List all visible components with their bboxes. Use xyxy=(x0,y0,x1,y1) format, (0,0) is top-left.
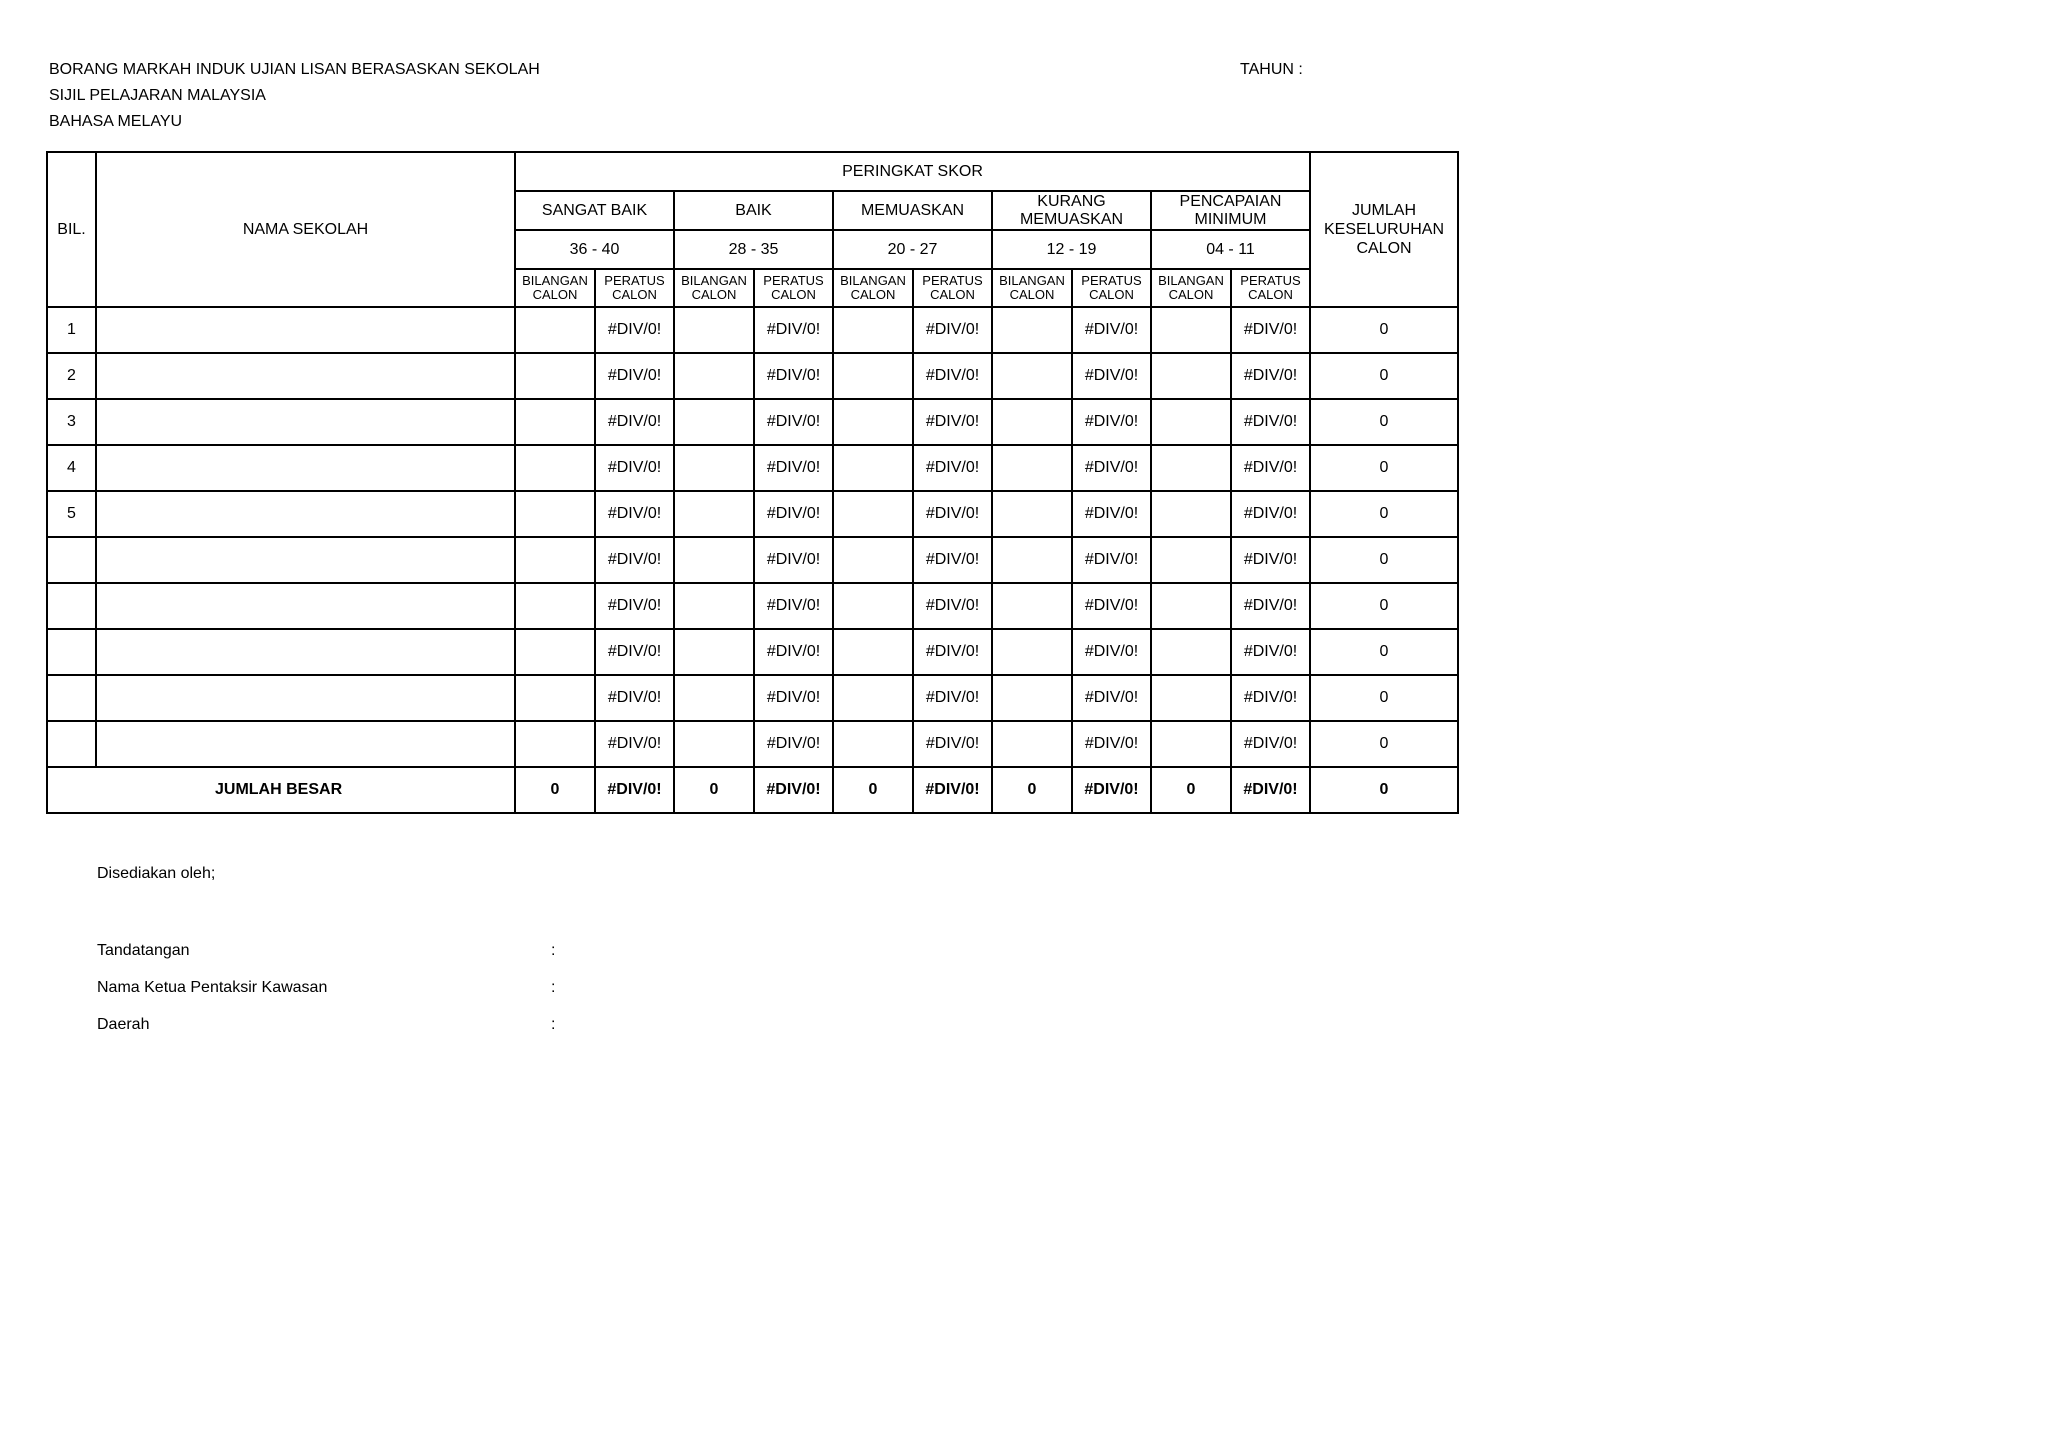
range-baik: 28 - 35 xyxy=(674,230,833,269)
row-jumlah: 0 xyxy=(1310,675,1458,721)
total-jumlah: 0 xyxy=(1310,767,1458,813)
row-peratus-calon: #DIV/0! xyxy=(595,353,674,399)
row-bil xyxy=(47,537,96,583)
row-peratus-calon: #DIV/0! xyxy=(1072,675,1151,721)
total-bilangan: 0 xyxy=(833,767,913,813)
row-bilangan-calon[interactable] xyxy=(515,399,595,445)
row-peratus-calon: #DIV/0! xyxy=(1072,399,1151,445)
band-memuaskan: MEMUASKAN xyxy=(833,191,992,230)
disediakan-label: Disediakan oleh; xyxy=(97,865,216,882)
row-bil: 4 xyxy=(47,445,96,491)
row-nama-sekolah[interactable] xyxy=(96,445,515,491)
row-bilangan-calon[interactable] xyxy=(1151,399,1231,445)
row-nama-sekolah[interactable] xyxy=(96,399,515,445)
range-memuaskan: 20 - 27 xyxy=(833,230,992,269)
header-jumlah-text: JUMLAH KESELURUHAN CALON xyxy=(1323,202,1445,257)
row-bilangan-calon[interactable] xyxy=(992,583,1072,629)
range-sangat-baik: 36 - 40 xyxy=(515,230,674,269)
row-peratus-calon: #DIV/0! xyxy=(913,353,992,399)
range-pencapaian-minimum: 04 - 11 xyxy=(1151,230,1310,269)
row-peratus-calon: #DIV/0! xyxy=(595,629,674,675)
row-peratus-calon: #DIV/0! xyxy=(754,537,833,583)
row-peratus-calon: #DIV/0! xyxy=(595,307,674,353)
row-peratus-calon: #DIV/0! xyxy=(1231,629,1310,675)
row-bilangan-calon[interactable] xyxy=(674,445,754,491)
row-bilangan-calon[interactable] xyxy=(1151,491,1231,537)
row-bil xyxy=(47,721,96,767)
row-bilangan-calon[interactable] xyxy=(1151,353,1231,399)
row-bil xyxy=(47,629,96,675)
row-bilangan-calon[interactable] xyxy=(992,353,1072,399)
row-peratus-calon: #DIV/0! xyxy=(1231,583,1310,629)
row-bilangan-calon[interactable] xyxy=(1151,537,1231,583)
band-pencapaian-minimum xyxy=(1151,191,1310,230)
sub-bilangan-calon-0: BILANGAN CALON xyxy=(515,269,595,307)
row-bil xyxy=(47,675,96,721)
tahun-label: TAHUN : xyxy=(1240,61,1303,78)
row-peratus-calon: #DIV/0! xyxy=(1072,445,1151,491)
sub-peratus-calon-0: PERATUS CALON xyxy=(595,269,674,307)
row-bilangan-calon[interactable] xyxy=(674,721,754,767)
row-peratus-calon: #DIV/0! xyxy=(595,583,674,629)
row-peratus-calon: #DIV/0! xyxy=(754,491,833,537)
table-row xyxy=(47,353,1458,399)
row-jumlah: 0 xyxy=(1310,445,1458,491)
daerah-colon: : xyxy=(551,1016,556,1033)
row-jumlah: 0 xyxy=(1310,307,1458,353)
row-bilangan-calon[interactable] xyxy=(833,629,913,675)
row-peratus-calon: #DIV/0! xyxy=(1231,307,1310,353)
tandatangan-label: Tandatangan xyxy=(97,942,190,959)
sub-peratus-calon-3: PERATUS CALON xyxy=(1072,269,1151,307)
row-bilangan-calon[interactable] xyxy=(1151,675,1231,721)
row-bilangan-calon[interactable] xyxy=(992,491,1072,537)
table-row xyxy=(47,491,1458,537)
sub-bilangan-calon-2: BILANGAN CALON xyxy=(833,269,913,307)
row-bilangan-calon[interactable] xyxy=(992,537,1072,583)
total-label: JUMLAH BESAR xyxy=(47,767,515,813)
row-bilangan-calon[interactable] xyxy=(833,491,913,537)
row-peratus-calon: #DIV/0! xyxy=(754,353,833,399)
total-row xyxy=(47,767,1458,813)
row-peratus-calon: #DIV/0! xyxy=(1072,491,1151,537)
total-peratus: #DIV/0! xyxy=(595,767,674,813)
band-kurang-memuaskan xyxy=(992,191,1151,230)
tandatangan-colon: : xyxy=(551,942,556,959)
row-jumlah: 0 xyxy=(1310,491,1458,537)
total-peratus: #DIV/0! xyxy=(1231,767,1310,813)
row-peratus-calon: #DIV/0! xyxy=(754,629,833,675)
table-row xyxy=(47,629,1458,675)
row-bilangan-calon[interactable] xyxy=(992,307,1072,353)
table-row xyxy=(47,583,1458,629)
row-bilangan-calon[interactable] xyxy=(515,537,595,583)
sub-bilangan-calon-4: BILANGAN CALON xyxy=(1151,269,1231,307)
sub-bilangan-calon-1: BILANGAN CALON xyxy=(674,269,754,307)
row-bilangan-calon[interactable] xyxy=(515,307,595,353)
row-peratus-calon: #DIV/0! xyxy=(1231,353,1310,399)
row-bilangan-calon[interactable] xyxy=(1151,583,1231,629)
table-row xyxy=(47,307,1458,353)
sub-peratus-calon-2: PERATUS CALON xyxy=(913,269,992,307)
range-kurang-memuaskan: 12 - 19 xyxy=(992,230,1151,269)
form-subject: BAHASA MELAYU xyxy=(49,113,183,130)
row-bilangan-calon[interactable] xyxy=(1151,307,1231,353)
band-sangat-baik: SANGAT BAIK xyxy=(515,191,674,230)
row-peratus-calon: #DIV/0! xyxy=(754,675,833,721)
total-bilangan: 0 xyxy=(674,767,754,813)
row-bil: 2 xyxy=(47,353,96,399)
row-peratus-calon: #DIV/0! xyxy=(913,537,992,583)
row-bilangan-calon[interactable] xyxy=(1151,445,1231,491)
row-peratus-calon: #DIV/0! xyxy=(595,675,674,721)
row-peratus-calon: #DIV/0! xyxy=(754,583,833,629)
row-peratus-calon: #DIV/0! xyxy=(1231,537,1310,583)
row-jumlah: 0 xyxy=(1310,353,1458,399)
row-peratus-calon: #DIV/0! xyxy=(595,537,674,583)
table-row xyxy=(47,399,1458,445)
row-peratus-calon: #DIV/0! xyxy=(754,399,833,445)
table-row xyxy=(47,445,1458,491)
band-pencapaian-minimum-text: PENCAPAIAN MINIMUM xyxy=(1179,192,1282,228)
row-bilangan-calon[interactable] xyxy=(674,399,754,445)
header-nama-sekolah: NAMA SEKOLAH xyxy=(96,152,515,307)
row-peratus-calon: #DIV/0! xyxy=(1072,537,1151,583)
row-jumlah: 0 xyxy=(1310,583,1458,629)
row-bilangan-calon[interactable] xyxy=(515,675,595,721)
row-bilangan-calon[interactable] xyxy=(1151,629,1231,675)
row-peratus-calon: #DIV/0! xyxy=(754,721,833,767)
header-peringkat-skor: PERINGKAT SKOR xyxy=(515,152,1310,191)
total-peratus: #DIV/0! xyxy=(754,767,833,813)
band-kurang-memuaskan-text: KURANG MEMUASKAN xyxy=(1019,192,1124,228)
row-bilangan-calon[interactable] xyxy=(833,307,913,353)
row-peratus-calon: #DIV/0! xyxy=(913,629,992,675)
row-peratus-calon: #DIV/0! xyxy=(1072,583,1151,629)
row-peratus-calon: #DIV/0! xyxy=(1231,675,1310,721)
row-bilangan-calon[interactable] xyxy=(674,307,754,353)
row-nama-sekolah[interactable] xyxy=(96,307,515,353)
row-bilangan-calon[interactable] xyxy=(515,629,595,675)
row-nama-sekolah[interactable] xyxy=(96,583,515,629)
row-bilangan-calon[interactable] xyxy=(833,353,913,399)
sub-peratus-calon-1: PERATUS CALON xyxy=(754,269,833,307)
row-bilangan-calon[interactable] xyxy=(674,583,754,629)
total-bilangan: 0 xyxy=(515,767,595,813)
row-nama-sekolah[interactable] xyxy=(96,491,515,537)
row-bilangan-calon[interactable] xyxy=(833,583,913,629)
row-peratus-calon: #DIV/0! xyxy=(913,491,992,537)
row-jumlah: 0 xyxy=(1310,721,1458,767)
row-bilangan-calon[interactable] xyxy=(674,629,754,675)
header-jumlah-keseluruhan xyxy=(1310,152,1458,307)
row-peratus-calon: #DIV/0! xyxy=(1231,491,1310,537)
row-bilangan-calon[interactable] xyxy=(833,675,913,721)
row-bil: 1 xyxy=(47,307,96,353)
row-bilangan-calon[interactable] xyxy=(515,491,595,537)
row-peratus-calon: #DIV/0! xyxy=(754,445,833,491)
row-bil xyxy=(47,583,96,629)
row-nama-sekolah[interactable] xyxy=(96,537,515,583)
row-peratus-calon: #DIV/0! xyxy=(754,307,833,353)
table-row xyxy=(47,537,1458,583)
daerah-label: Daerah xyxy=(97,1016,150,1033)
table-row xyxy=(47,721,1458,767)
row-peratus-calon: #DIV/0! xyxy=(1072,721,1151,767)
row-peratus-calon: #DIV/0! xyxy=(1072,353,1151,399)
table-row xyxy=(47,675,1458,721)
row-nama-sekolah[interactable] xyxy=(96,675,515,721)
row-bilangan-calon[interactable] xyxy=(1151,721,1231,767)
row-bil: 3 xyxy=(47,399,96,445)
nama-ketua-label: Nama Ketua Pentaksir Kawasan xyxy=(97,979,328,996)
row-peratus-calon: #DIV/0! xyxy=(913,307,992,353)
row-bilangan-calon[interactable] xyxy=(833,445,913,491)
row-bil: 5 xyxy=(47,491,96,537)
row-bilangan-calon[interactable] xyxy=(674,675,754,721)
row-nama-sekolah[interactable] xyxy=(96,721,515,767)
total-peratus: #DIV/0! xyxy=(1072,767,1151,813)
header-bil: BIL. xyxy=(47,152,96,307)
total-bilangan: 0 xyxy=(992,767,1072,813)
row-bilangan-calon[interactable] xyxy=(674,491,754,537)
row-bilangan-calon[interactable] xyxy=(992,399,1072,445)
row-peratus-calon: #DIV/0! xyxy=(913,675,992,721)
row-bilangan-calon[interactable] xyxy=(833,399,913,445)
row-nama-sekolah[interactable] xyxy=(96,353,515,399)
row-bilangan-calon[interactable] xyxy=(515,583,595,629)
row-peratus-calon: #DIV/0! xyxy=(913,583,992,629)
total-bilangan: 0 xyxy=(1151,767,1231,813)
row-jumlah: 0 xyxy=(1310,399,1458,445)
form-title: BORANG MARKAH INDUK UJIAN LISAN BERASASKAN SEKOLAH xyxy=(49,61,540,78)
row-bilangan-calon[interactable] xyxy=(515,353,595,399)
row-peratus-calon: #DIV/0! xyxy=(595,445,674,491)
row-bilangan-calon[interactable] xyxy=(515,445,595,491)
row-jumlah: 0 xyxy=(1310,629,1458,675)
nama-ketua-colon: : xyxy=(551,979,556,996)
row-bilangan-calon[interactable] xyxy=(992,675,1072,721)
row-peratus-calon: #DIV/0! xyxy=(913,399,992,445)
sub-peratus-calon-4: PERATUS CALON xyxy=(1231,269,1310,307)
row-peratus-calon: #DIV/0! xyxy=(913,445,992,491)
sub-bilangan-calon-3: BILANGAN CALON xyxy=(992,269,1072,307)
band-baik: BAIK xyxy=(674,191,833,230)
row-bilangan-calon[interactable] xyxy=(992,721,1072,767)
row-peratus-calon: #DIV/0! xyxy=(595,491,674,537)
row-peratus-calon: #DIV/0! xyxy=(595,399,674,445)
row-bilangan-calon[interactable] xyxy=(833,537,913,583)
row-bilangan-calon[interactable] xyxy=(515,721,595,767)
row-nama-sekolah[interactable] xyxy=(96,629,515,675)
marks-table xyxy=(46,151,1459,814)
row-bilangan-calon[interactable] xyxy=(833,721,913,767)
row-bilangan-calon[interactable] xyxy=(992,445,1072,491)
row-bilangan-calon[interactable] xyxy=(992,629,1072,675)
row-peratus-calon: #DIV/0! xyxy=(1072,307,1151,353)
row-peratus-calon: #DIV/0! xyxy=(1231,399,1310,445)
row-jumlah: 0 xyxy=(1310,537,1458,583)
row-peratus-calon: #DIV/0! xyxy=(913,721,992,767)
row-bilangan-calon[interactable] xyxy=(674,537,754,583)
row-bilangan-calon[interactable] xyxy=(674,353,754,399)
row-peratus-calon: #DIV/0! xyxy=(1231,721,1310,767)
row-peratus-calon: #DIV/0! xyxy=(1231,445,1310,491)
row-peratus-calon: #DIV/0! xyxy=(1072,629,1151,675)
total-peratus: #DIV/0! xyxy=(913,767,992,813)
form-subtitle: SIJIL PELAJARAN MALAYSIA xyxy=(49,87,266,104)
row-peratus-calon: #DIV/0! xyxy=(595,721,674,767)
